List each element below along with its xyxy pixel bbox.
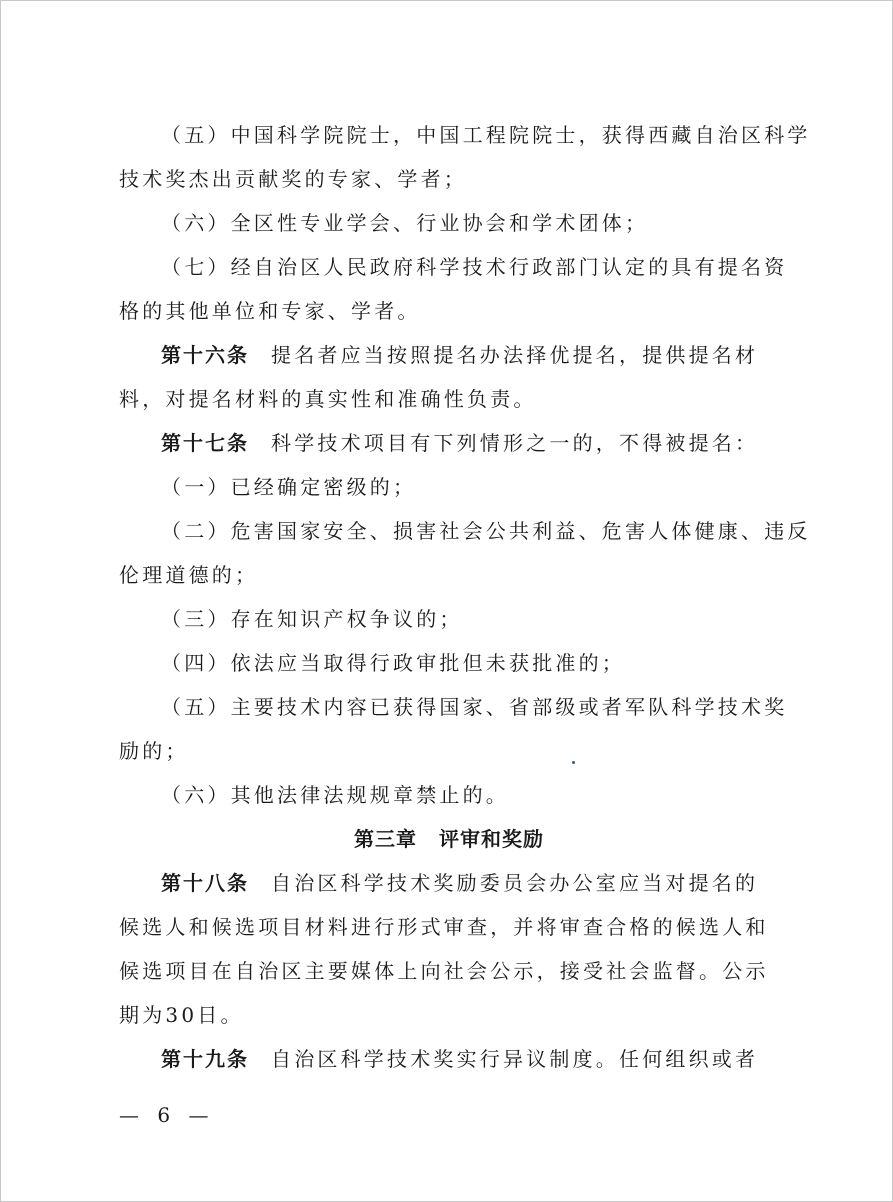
article-16-text: 提名者应当按照提名办法择优提名，提供提名材 bbox=[271, 343, 759, 367]
article-17-heading: 第十七条 bbox=[161, 431, 249, 455]
text-line: （六）其他法律法规规章禁止的。 bbox=[161, 783, 509, 807]
text-line: 期为30日。 bbox=[119, 1003, 244, 1027]
text-line: （三）存在知识产权争议的； bbox=[161, 607, 463, 631]
text-line: （二）危害国家安全、损害社会公共利益、危害人体健康、违反 bbox=[161, 519, 811, 543]
article-18-text: 自治区科学技术奖励委员会办公室应当对提名的 bbox=[271, 871, 759, 895]
article-18 bbox=[119, 861, 779, 905]
text-line: （六）全区性专业学会、行业协会和学术团体； bbox=[161, 211, 649, 235]
text-line: 励的； bbox=[119, 739, 189, 763]
article-16 bbox=[119, 333, 779, 377]
text-line: （五）主要技术内容已获得国家、省部级或者军队科学技术奖 bbox=[161, 695, 788, 719]
chapter-heading bbox=[119, 817, 779, 861]
article-17 bbox=[119, 421, 779, 465]
article-19 bbox=[119, 1037, 779, 1081]
text-line: 格的其他单位和专家、学者。 bbox=[119, 299, 421, 323]
chapter-title: 评审和奖励 bbox=[439, 827, 544, 851]
text-line: 料，对提名材料的真实性和准确性负责。 bbox=[119, 387, 537, 411]
text-line: 伦理道德的； bbox=[119, 563, 259, 587]
text-line: （一）已经确定密级的； bbox=[161, 475, 417, 499]
chapter-number: 第三章 bbox=[354, 827, 417, 851]
text-line: 技术奖杰出贡献奖的专家、学者； bbox=[119, 167, 467, 191]
page-number: — 6 — bbox=[119, 1103, 215, 1127]
article-19-heading: 第十九条 bbox=[161, 1047, 249, 1071]
text-line: （四）依法应当取得行政审批但未获批准的； bbox=[161, 651, 625, 675]
text-line: 候选项目在自治区主要媒体上向社会公示，接受社会监督。公示 bbox=[119, 959, 769, 983]
article-19-text: 自治区科学技术奖实行异议制度。任何组织或者 bbox=[271, 1047, 759, 1071]
document-body bbox=[119, 113, 811, 1081]
article-18-heading: 第十八条 bbox=[161, 871, 249, 895]
text-line: （七）经自治区人民政府科学技术行政部门认定的具有提名资 bbox=[161, 255, 788, 279]
text-line: （五）中国科学院院士，中国工程院院士，获得西藏自治区科学 bbox=[161, 123, 811, 147]
text-line: 候选人和候选项目材料进行形式审查，并将审查合格的候选人和 bbox=[119, 915, 769, 939]
ink-speck bbox=[572, 761, 575, 764]
article-17-text: 科学技术项目有下列情形之一的，不得被提名： bbox=[271, 431, 759, 455]
article-16-heading: 第十六条 bbox=[161, 343, 249, 367]
